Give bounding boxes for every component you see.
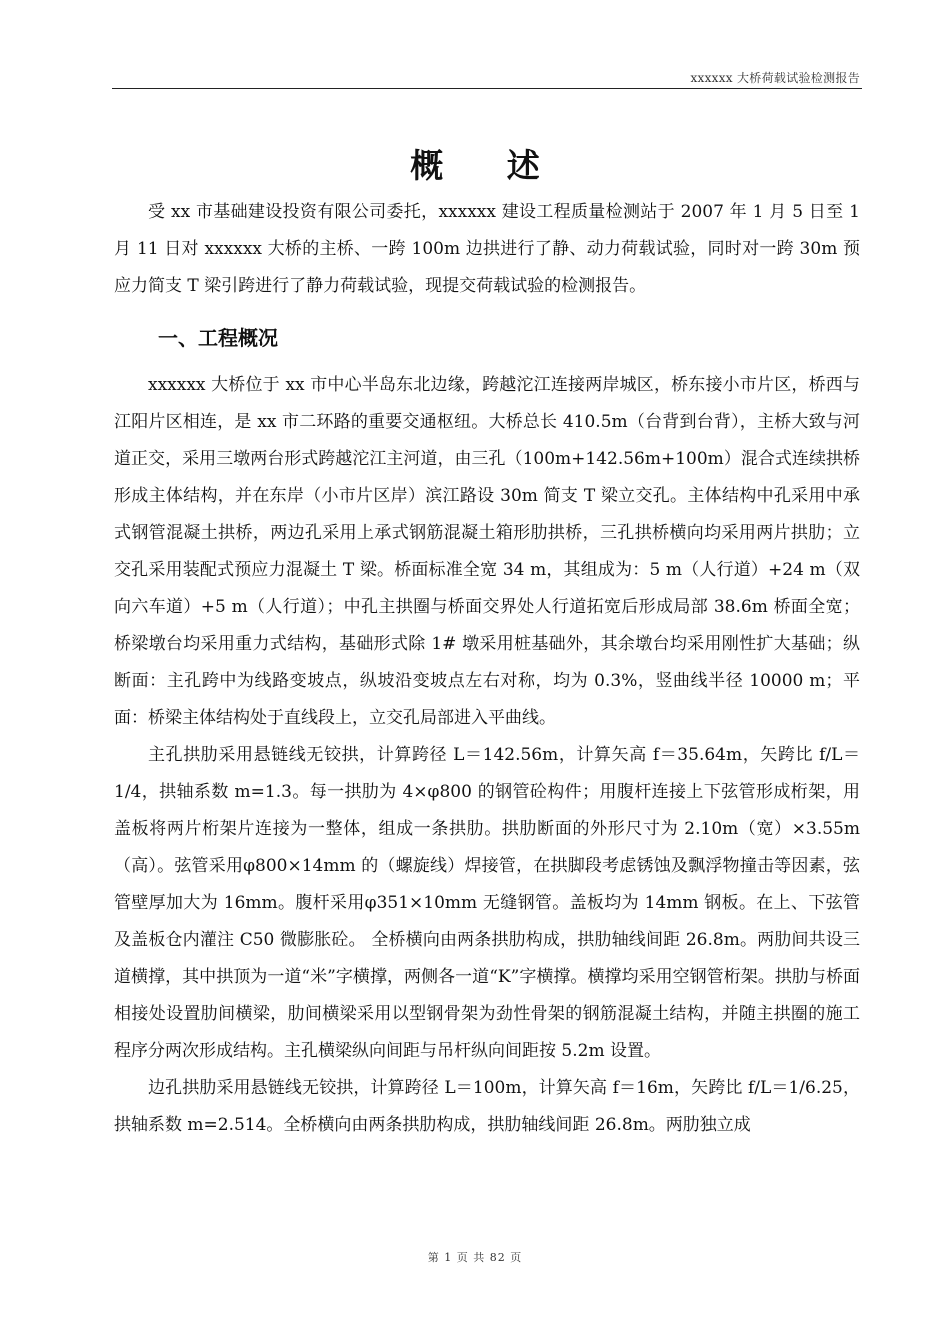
section-body [114,367,860,1144]
header-divider [112,88,862,89]
body-paragraph: xxxxxx 大桥位于 xx 市中心半岛东北边缘，跨越沱江连接两岸城区，桥东接小市片区，桥西与江阳片区相连，是 xx 市二环路的重要交通枢纽。大桥总长 410.5m（台背到台背），主桥大致与河道正交，采用三墩两台形式跨越沱江主河道，由三孔（100m+142.56m+100m）混合式连续拱桥形成主体结构，并在东岸（小市片区岸）滨江路设 30m 简支 T 梁立交孔。主体结构中孔采用中承式钢管混凝土拱桥，两边孔采用上承式钢筋混凝土箱形肋拱桥，三孔拱桥横向均采用两片拱肋；立交孔采用装配式预应力混凝土 T 梁。桥面标准全宽 34 m，其组成为：5 m（人行道）+24 m（双向六车道）+5 m（人行道）；中孔主拱圈与桥面交界处人行道拓宽后形成局部 38.6m 桥面全宽；桥梁墩台均采用重力式结构，基础形式除 1# 墩采用桩基础外，其余墩台均采用刚性扩大基础；纵断面：主孔跨中为线路变坡点，纵坡沿变坡点左右对称，均为 0.3%，竖曲线半径 10000 m；平面：桥梁主体结构处于直线段上，立交孔局部进入平曲线。 [114,375,860,728]
section-heading: 一、工程概况 [158,326,278,350]
body-paragraph: 边孔拱肋采用悬链线无铰拱，计算跨径 L＝100m，计算矢高 f＝16m，矢跨比 f/L＝1/6.25，拱轴系数 m=2.514。全桥横向由两条拱肋构成，拱肋轴线间距 26.8m。两肋独立成 [114,1078,860,1135]
intro-paragraph: 受 xx 市基础建设投资有限公司委托，xxxxxx 建设工程质量检测站于 2007 年 1 月 5 日至 1 月 11 日对 xxxxxx 大桥的主桥、一跨 100m 边拱进行了静、动力荷载试验，同时对一跨 30m 预应力简支 T 梁引跨进行了静力荷载试验，现提交荷载试验的检测报告。 [114,202,860,296]
page-header-text: xxxxxx 大桥荷载试验检测报告 [690,71,860,85]
body-paragraph: 主孔拱肋采用悬链线无铰拱，计算跨径 L＝142.56m，计算矢高 f＝35.64m，矢跨比 f/L＝1/4，拱轴系数 m=1.3。每一拱肋为 4×φ800 的钢管砼构件；用腹杆连接上下弦管形成桁架，用盖板将两片桁架片连接为一整体，组成一条拱肋。拱肋断面的外形尺寸为 2.10m（宽）×3.55m（高）。弦管采用φ800×14mm 的（螺旋线）焊接管，在拱脚段考虑锈蚀及飘浮物撞击等因素，弦管壁厚加大为 16mm。腹杆采用φ351×10mm 无缝钢管。盖板均为 14mm 钢板。在上、下弦管及盖板仓内灌注 C50 微膨胀砼。 全桥横向由两条拱肋构成，拱肋轴线间距 26.8m。两肋间共设三道横撑，其中拱顶为一道“米”字横撑，两侧各一道“K”字横撑。横撑均采用空钢管桁架。拱肋与桥面相接处设置肋间横梁，肋间横梁采用以型钢骨架为劲性骨架的钢筋混凝土结构，并随主拱圈的施工程序分两次形成结构。主孔横梁纵向间距与吊杆纵向间距按 5.2m 设置。 [114,745,860,1061]
document-title: 概 述 [410,146,566,186]
page-footer: 第 1 页 共 82 页 [427,1251,523,1264]
intro-block [114,194,860,305]
